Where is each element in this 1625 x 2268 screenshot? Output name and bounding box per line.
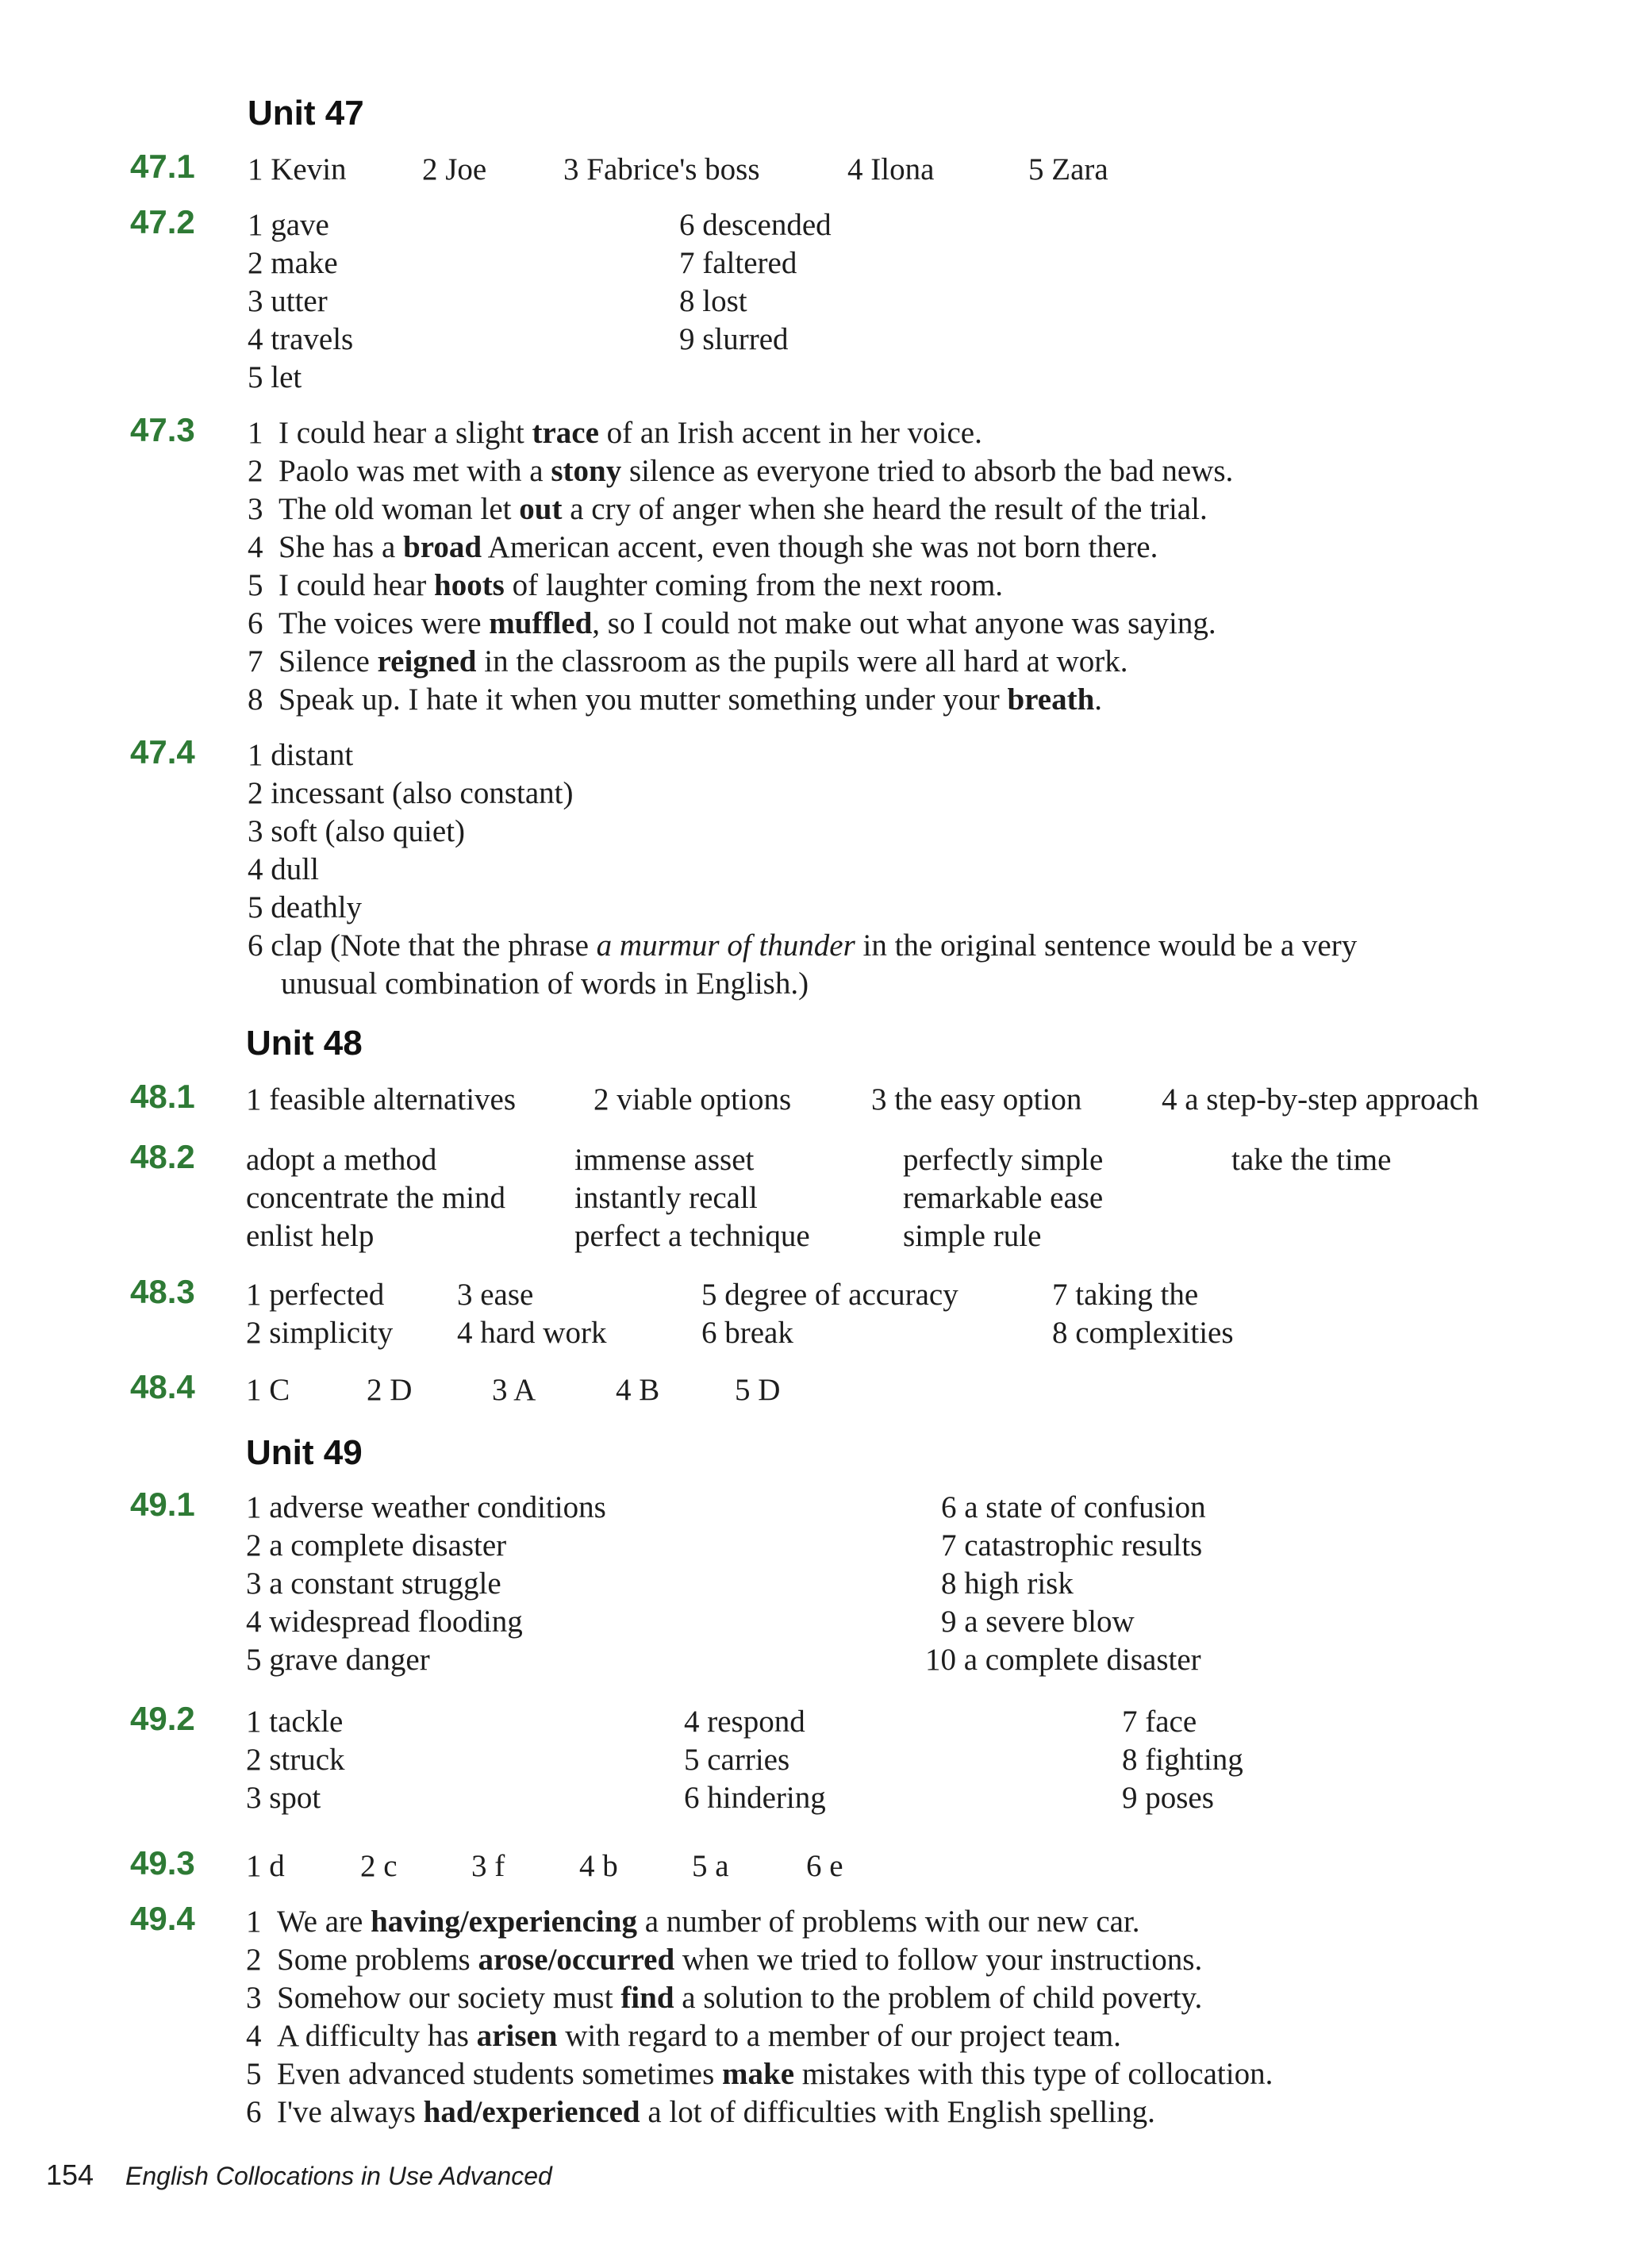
- answer-sentence: 3 Somehow our society must find a solution to the problem of child poverty.: [246, 1981, 1203, 2015]
- answer-item: enlist help: [246, 1219, 375, 1253]
- answer-sentence: 5 Even advanced students sometimes make mistakes with this type of collocation.: [246, 2057, 1273, 2091]
- answer-item: 2 a complete disaster: [246, 1528, 507, 1563]
- unit-47-heading: Unit 47: [248, 94, 364, 133]
- answer-item: 5 carries: [684, 1743, 790, 1777]
- answer-item: 3 Fabrice's boss: [563, 152, 760, 186]
- answer-item: 9 a severe blow: [941, 1605, 1135, 1639]
- answer-item: 2 D: [367, 1373, 413, 1407]
- answer-item: 1 feasible alternatives: [246, 1082, 517, 1117]
- answer-item: 4 respond: [684, 1705, 805, 1739]
- answer-item: perfectly simple: [903, 1143, 1104, 1177]
- answer-item: 2 simplicity: [246, 1316, 394, 1350]
- answer-item: 4 Ilona: [847, 152, 935, 186]
- answer-item: 3 utter: [248, 284, 328, 318]
- answer-item-continuation: unusual combination of words in English.): [281, 967, 809, 1001]
- exercise-47-1-number: 47.1: [130, 148, 195, 185]
- answer-item: 1 d: [246, 1849, 285, 1883]
- answer-sentence: 8 Speak up. I hate it when you mutter something under your breath.: [248, 682, 1103, 717]
- exercise-48-1-number: 48.1: [130, 1078, 195, 1115]
- unit-49-heading: Unit 49: [246, 1433, 363, 1472]
- answer-item: 7 catastrophic results: [941, 1528, 1203, 1563]
- answer-item: concentrate the mind: [246, 1181, 506, 1215]
- answer-item: 4 hard work: [457, 1316, 607, 1350]
- answer-item: 3 the easy option: [871, 1082, 1082, 1117]
- answer-item: 6 hindering: [684, 1781, 826, 1815]
- answer-item: 2 make: [248, 246, 338, 280]
- exercise-49-4-number: 49.4: [130, 1900, 195, 1937]
- answer-item: 3 f: [471, 1849, 505, 1883]
- answer-sentence: 7 Silence reigned in the classroom as the pupils were all hard at work.: [248, 644, 1128, 678]
- answer-item: take the time: [1231, 1143, 1392, 1177]
- answer-item: instantly recall: [574, 1181, 758, 1215]
- answer-item: 2 Joe: [422, 152, 487, 186]
- answer-item: 5 a: [692, 1849, 729, 1883]
- answer-item: 1 Kevin: [248, 152, 347, 186]
- answer-item: 3 spot: [246, 1781, 321, 1815]
- answer-sentence: 4 She has a broad American accent, even though she was not born there.: [248, 530, 1158, 564]
- answer-item: 3 ease: [457, 1278, 534, 1312]
- answer-item: 2 viable options: [594, 1082, 792, 1117]
- answer-item: 7 faltered: [679, 246, 797, 280]
- answer-item: 6 break: [701, 1316, 793, 1350]
- answer-item: 5 degree of accuracy: [701, 1278, 958, 1312]
- answer-sentence: 1 We are having/experiencing a number of problems with our new car.: [246, 1905, 1140, 1939]
- answer-sentence: 1 I could hear a slight trace of an Irish accent in her voice.: [248, 416, 982, 450]
- answer-item: 6 descended: [679, 208, 832, 242]
- answer-item: 6 e: [806, 1849, 843, 1883]
- answer-item: 1 gave: [248, 208, 329, 242]
- exercise-47-4-number: 47.4: [130, 733, 195, 771]
- answer-item: 5 D: [735, 1373, 781, 1407]
- answer-item: 4 dull: [248, 852, 319, 886]
- answer-item: 4 b: [579, 1849, 618, 1883]
- exercise-48-2-number: 48.2: [130, 1138, 195, 1175]
- answer-item: immense asset: [574, 1143, 755, 1177]
- answer-item: 6 a state of confusion: [941, 1490, 1206, 1524]
- book-title: English Collocations in Use Advanced: [125, 2162, 552, 2190]
- answer-item: 5 let: [248, 360, 302, 394]
- answer-item: 7 taking the: [1052, 1278, 1199, 1312]
- answer-item: 8 lost: [679, 284, 747, 318]
- answer-sentence: 6 The voices were muffled, so I could not make out what anyone was saying.: [248, 606, 1216, 640]
- answer-item: perfect a technique: [574, 1219, 810, 1253]
- answer-item: 6 clap (Note that the phrase a murmur of thunder in the original sentence would be a very: [248, 928, 1358, 963]
- exercise-48-4-number: 48.4: [130, 1368, 195, 1405]
- answer-item: 8 complexities: [1052, 1316, 1234, 1350]
- answer-sentence: 5 I could hear hoots of laughter coming from the next room.: [248, 568, 1004, 602]
- answer-sentence: 2 Paolo was met with a stony silence as everyone tried to absorb the bad news.: [248, 454, 1234, 488]
- answer-item: 9 slurred: [679, 322, 789, 356]
- answer-item: 1 adverse weather conditions: [246, 1490, 606, 1524]
- answer-item: remarkable ease: [903, 1181, 1104, 1215]
- answer-item: 1 perfected: [246, 1278, 385, 1312]
- answer-item: 2 struck: [246, 1743, 345, 1777]
- answer-item: 8 fighting: [1122, 1743, 1243, 1777]
- exercise-47-3-number: 47.3: [130, 411, 195, 448]
- answer-sentence: 4 A difficulty has arisen with regard to a member of our project team.: [246, 2019, 1121, 2053]
- answer-item: 3 soft (also quiet): [248, 814, 466, 848]
- answer-sentence: 6 I've always had/experienced a lot of difficulties with English spelling.: [246, 2095, 1155, 2129]
- answer-item: 4 widespread flooding: [246, 1605, 523, 1639]
- answer-sentence: 2 Some problems arose/occurred when we tried to follow your instructions.: [246, 1943, 1203, 1977]
- answer-item: 4 B: [616, 1373, 660, 1407]
- answer-item: 2 c: [360, 1849, 398, 1883]
- page-number: 154: [46, 2158, 94, 2191]
- answer-item: 1 C: [246, 1373, 290, 1407]
- answer-item: 5 grave danger: [246, 1643, 430, 1677]
- answer-item: 4 a step-by-step approach: [1162, 1082, 1479, 1117]
- answer-item: 10 a complete disaster: [925, 1643, 1201, 1677]
- exercise-47-2-number: 47.2: [130, 203, 195, 240]
- answer-item: 3 A: [492, 1373, 536, 1407]
- answer-item: 2 incessant (also constant): [248, 776, 574, 810]
- answer-item: 3 a constant struggle: [246, 1566, 501, 1601]
- exercise-48-3-number: 48.3: [130, 1273, 195, 1310]
- answer-item: 1 distant: [248, 738, 354, 772]
- answer-item: 5 deathly: [248, 890, 363, 924]
- answer-item: 1 tackle: [246, 1705, 344, 1739]
- answer-item: 5 Zara: [1028, 152, 1108, 186]
- exercise-49-2-number: 49.2: [130, 1700, 195, 1737]
- unit-48-heading: Unit 48: [246, 1024, 363, 1063]
- exercise-49-1-number: 49.1: [130, 1486, 195, 1523]
- answer-item: simple rule: [903, 1219, 1042, 1253]
- answer-item: 8 high risk: [941, 1566, 1074, 1601]
- exercise-49-3-number: 49.3: [130, 1844, 195, 1882]
- answer-item: 9 poses: [1122, 1781, 1214, 1815]
- answer-item: adopt a method: [246, 1143, 437, 1177]
- answer-item: 7 face: [1122, 1705, 1197, 1739]
- answer-sentence: 3 The old woman let out a cry of anger when she heard the result of the trial.: [248, 492, 1208, 526]
- answer-item: 4 travels: [248, 322, 354, 356]
